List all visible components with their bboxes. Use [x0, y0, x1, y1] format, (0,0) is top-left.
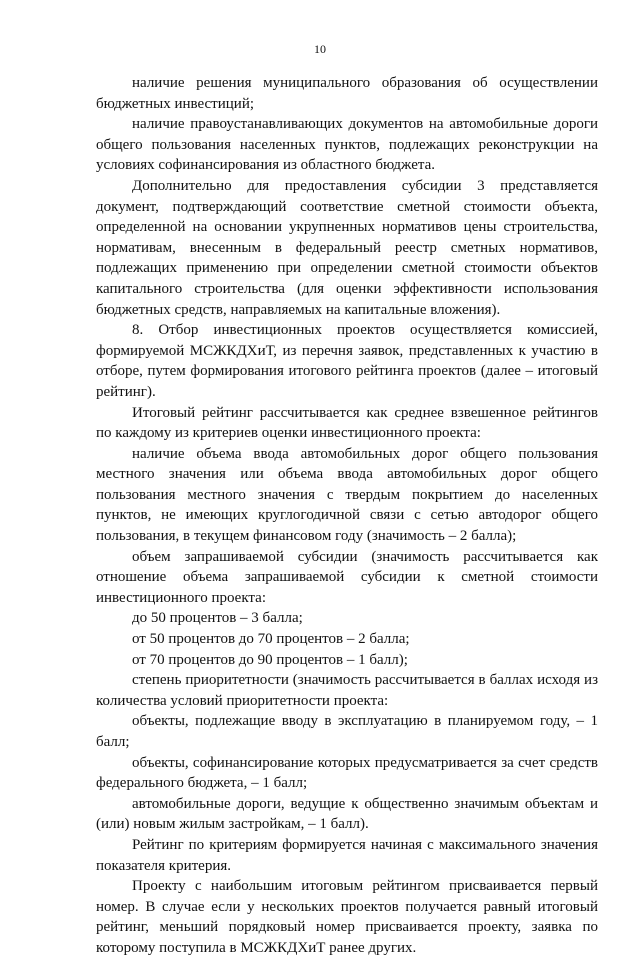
paragraph: Рейтинг по критериям формируется начиная с максимального значения показателя критерия. [96, 836, 598, 874]
paragraph: объекты, подлежащие вводу в эксплуатацию в планируемом году, – 1 балл; [96, 713, 598, 750]
paragraph: автомобильные дороги, ведущие к общественно значимым объектам и (или) новым жилым застройкам, – 1 балл). [96, 795, 598, 833]
paragraph: объекты, софинансирование которых предусматривается за счет средств федерального бюджета, – 1 балл; [96, 754, 598, 792]
paragraph: Проекту с наибольшим итоговым рейтингом присваивается первый номер. В случае если у нескольких проектов получается равный итоговый рейтинг, меньший порядковый номер присваивается проекту, заявка по которому поступила в МСЖКДХиТ ранее других. [96, 878, 598, 956]
list-item: от 70 процентов до 90 процентов – 1 балл); [132, 651, 408, 668]
paragraph: наличие правоустанавливающих документов на автомобильные дороги общего пользования населенных пунктов, подлежащих реконструкции на условиях софинансирования из областного бюджета. [96, 116, 598, 174]
list-item: до 50 процентов – 3 балла; [132, 610, 303, 627]
paragraph: Дополнительно для предоставления субсидии 3 представляется документ, подтверждающий соответствие сметной стоимости объекта, определенной на основании укрупненных нормативов цены строительства, нормативам, внесенным в федеральный реестр сметных нормативов, подлежащих применению при определении сметной стоимости объектов капитального строительства (для оценки эффективности использования бюджетных средств, направляемых на капитальные вложения). [96, 177, 598, 318]
paragraph: Итоговый рейтинг рассчитывается как среднее взвешенное рейтингов по каждому из критериев оценки инвестиционного проекта: [96, 404, 598, 442]
paragraph: степень приоритетности (значимость рассчитывается в баллах исходя из количества условий приоритетности проекта: [96, 672, 598, 709]
paragraph: наличие решения муниципального образования об осуществлении бюджетных инвестиций; [96, 75, 598, 112]
document-body [96, 73, 598, 959]
list-item: от 50 процентов до 70 процентов – 2 балла; [132, 631, 410, 648]
paragraph: наличие объема ввода автомобильных дорог общего пользования местного значения или объема ввода автомобильных дорог общего пользования местного значения с твердым покрытием до населенных пунктов, не имеющих круглогодичной связи с сетью автодорог общего пользования, в текущем финансовом году (значимость – 2 балла); [96, 445, 598, 545]
paragraph: 8. Отбор инвестиционных проектов осуществляется комиссией, формируемой МСЖКДХиТ, из перечня заявок, представленных к участию в отборе, путем формирования итогового рейтинга проектов (далее – итоговый рейтинг). [96, 322, 598, 400]
page-number: 10 [314, 42, 326, 56]
paragraph: объем запрашиваемой субсидии (значимость рассчитывается как отношение объема запрашиваемой субсидии к сметной стоимости инвестиционного проекта: [96, 548, 598, 606]
